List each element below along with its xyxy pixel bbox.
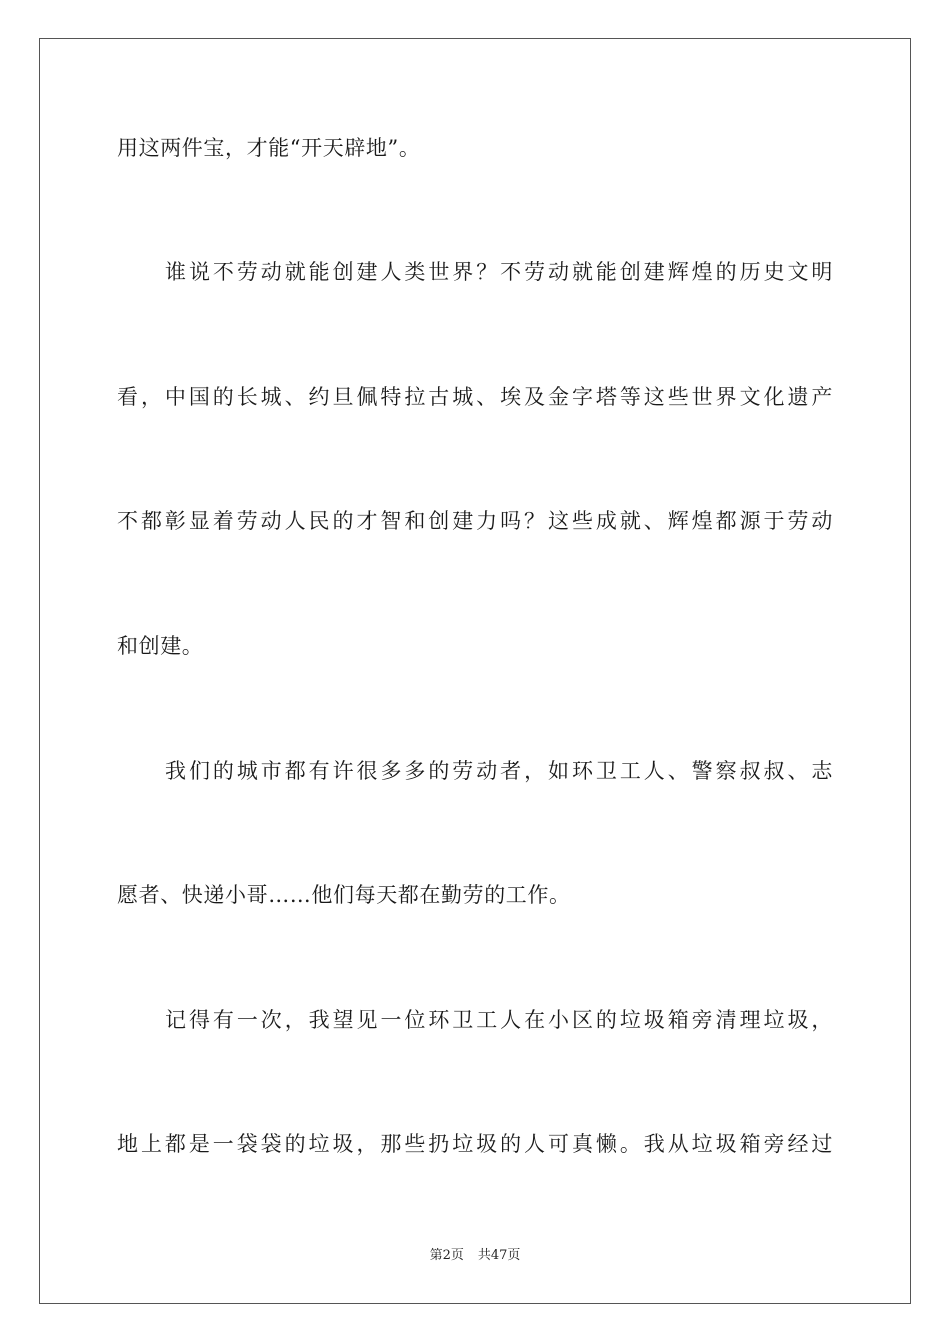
text-line-7: 愿者、快递小哥……他们每天都在勤劳的工作。	[117, 883, 571, 907]
text-line-3: 看，中国的长城、约旦佩特拉古城、埃及金字塔等这些世界文化遗产	[117, 385, 833, 409]
text-line-5: 和创建。	[117, 634, 204, 658]
page-total-count: 共47页	[477, 1248, 521, 1263]
text-line-4: 不都彰显着劳动人民的才智和创建力吗？这些成就、辉煌都源于劳动	[117, 509, 833, 533]
page-border	[39, 38, 911, 1304]
page-current-number: 第2页	[429, 1248, 464, 1263]
page-footer	[0, 1247, 950, 1265]
text-line-9: 地上都是一袋袋的垃圾，那些扔垃圾的人可真懒。我从垃圾箱旁经过	[117, 1132, 833, 1156]
text-line-6: 我们的城市都有许很多多的劳动者，如环卫工人、警察叔叔、志	[165, 759, 833, 783]
text-line-8: 记得有一次，我望见一位环卫工人在小区的垃圾箱旁清理垃圾，	[165, 1008, 833, 1032]
text-line-1: 用这两件宝，才能“开天辟地”。	[117, 136, 421, 160]
text-line-2: 谁说不劳动就能创建人类世界？不劳动就能创建辉煌的历史文明	[165, 260, 833, 284]
